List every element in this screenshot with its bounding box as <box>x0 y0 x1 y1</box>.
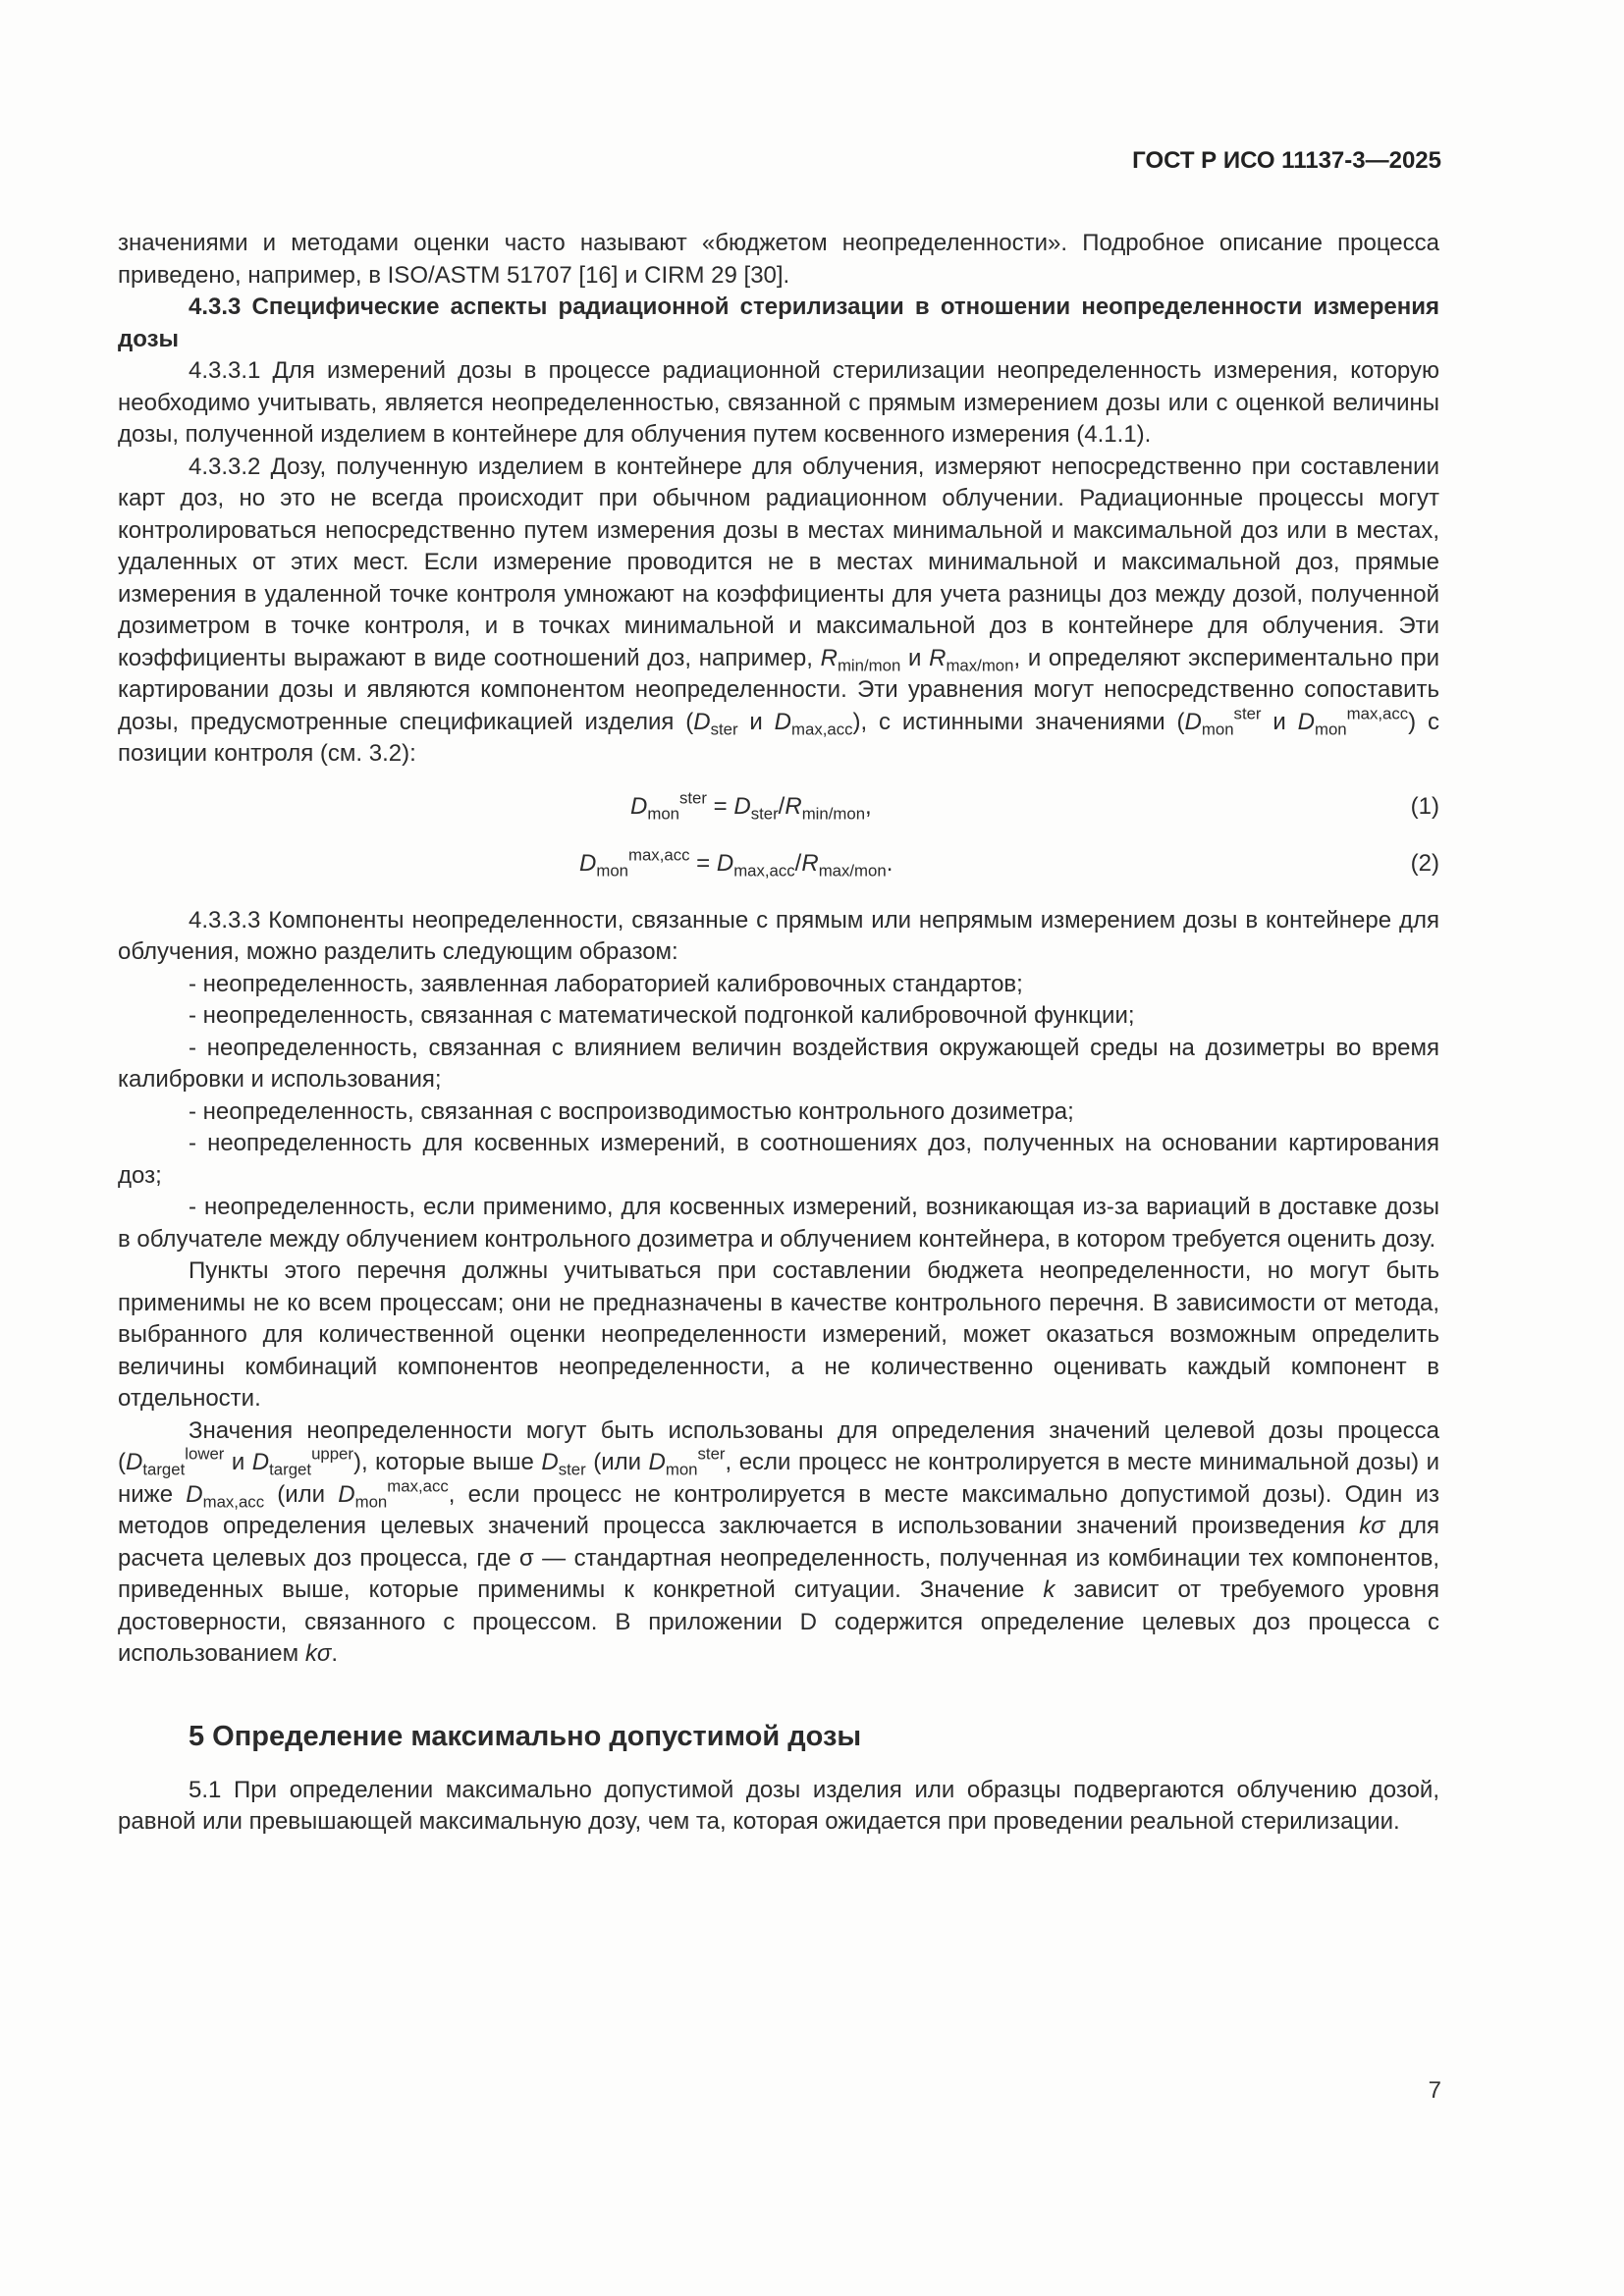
symbol-r: R <box>820 644 838 671</box>
text-run: , если процесс не контролируется в месте максимально допустимой дозы). Один из методов определения целевых значений процесса заключается в использовании значений произведения <box>118 1480 1439 1539</box>
subscript: max/mon <box>818 860 887 880</box>
superscript: lower <box>185 1444 225 1464</box>
list-item: - неопределенность, связанная с математической подгонкой калибровочной функции; <box>189 1002 1135 1029</box>
subscript: min/mon <box>801 803 866 823</box>
list-item: - неопределенность, если применимо, для косвенных измерений, возникающая из-за вариаций в доставке дозы в облучателе между облучением контрольного дозиметра и облучением контейнера, в котором требуется оценить дозу. <box>118 1194 1439 1253</box>
text-run: 4.3.3.2 Дозу, полученную изделием в контейнере для облучения, измеряют непосредственно при составлении карт доз, но это не всегда происходит при обычном радиационном облучении. Радиационные процессы могут контролироваться непосредственно путем измерения дозы в местах минимальной и максимальной доз или в местах, удаленных от этих мест. Если измерение проводится не в местах минимальной и максимальной доз, прямые измерения в удаленной точке контроля умножают на коэффициенты для учета разницы доз между дозой, полученной дозиметром в точке контроля, и в точках минимальной и максимальной доз в контейнере для облучения. Эти коэффициенты выражают в виде соотношений доз, например, <box>118 453 1439 671</box>
equation-1 <box>118 788 1439 823</box>
superscript: max,acc <box>387 1476 449 1496</box>
symbol-d: D <box>1297 708 1315 735</box>
symbol-r: R <box>785 792 802 820</box>
subscript: max/mon <box>946 655 1014 674</box>
symbol-d: D <box>251 1449 270 1475</box>
text-run: и <box>224 1449 252 1475</box>
intro-paragraph: значениями и методами оценки часто называют «бюджетом неопределенности». Подробное описание процесса приведено, например, в ISO/ASTM 51707 [16] и CIRM 29 [30]. <box>118 230 1439 289</box>
text-run: Значения неопределенности могут быть использованы для определения значений целевой дозы процесса ( <box>118 1416 1439 1475</box>
paragraph-4-3-3-2 <box>118 452 1439 771</box>
superscript: ster <box>697 1444 726 1464</box>
text-run: и <box>737 708 775 735</box>
subscript: ster <box>750 803 779 823</box>
spacer <box>118 880 1439 905</box>
equation-2 <box>118 845 1439 880</box>
symbol-r: R <box>801 849 819 877</box>
text-run: (или <box>585 1449 649 1475</box>
symbol-d: D <box>774 708 792 735</box>
section-4-3-3-heading: 4.3.3 Специфические аспекты радиационной стерилизации в отношении неопределенности измерения дозы <box>118 294 1439 352</box>
uncertainty-values-paragraph <box>118 1415 1439 1671</box>
symbol-k: k <box>1043 1576 1056 1603</box>
superscript: max,acc <box>628 845 690 865</box>
subscript: mon <box>596 860 628 880</box>
text-run: и <box>1261 708 1298 735</box>
slash: / <box>778 792 785 820</box>
subscript: max,acc <box>733 860 795 880</box>
text-run: ) с позиции контроля (см. 3.2): <box>118 708 1439 767</box>
text-run: для расчета целевых доз процесса, где σ — стандартная неопределенность, полученная из комбинации тех компонентов, приведенных выше, которые применимы к конкретной ситуации. Значение <box>118 1513 1440 1603</box>
paragraph-5-1: 5.1 При определении максимально допустимой дозы изделия или образцы подвергаются облучению дозой, равной или превышающей максимальную дозу, чем та, которая ожидается при проведении реальной стерилизации. <box>118 1776 1439 1835</box>
paragraph-4-3-3-1: 4.3.3.1 Для измерений дозы в процессе радиационной стерилизации неопределенность измерения, которую необходимо учитывать, является неопределенностью, связанной с прямым измерением дозы или с оценкой величины дозы, полученной изделием в контейнере для облучения путем косвенного измерения (4.1.1). <box>118 357 1439 448</box>
equation-2-number: (2) <box>1410 849 1439 877</box>
superscript: ster <box>1233 704 1262 723</box>
document-body <box>118 228 1439 1839</box>
symbol-d: D <box>579 849 597 877</box>
list-item: - неопределенность, заявленная лабораторией калибровочных стандартов; <box>189 970 1023 997</box>
equation-1-number: (1) <box>1410 792 1439 820</box>
symbol-d: D <box>648 1449 666 1475</box>
subscript: mon <box>1315 719 1347 738</box>
text-run: ), с истинными значениями ( <box>852 708 1185 735</box>
symbol-d: D <box>126 1449 143 1475</box>
symbol-d: D <box>630 792 648 820</box>
subscript: mon <box>665 1460 698 1479</box>
subscript: mon <box>354 1491 388 1511</box>
superscript: max,acc <box>1346 704 1409 723</box>
subscript: ster <box>710 719 738 738</box>
paragraph-4-3-3-3: 4.3.3.3 Компоненты неопределенности, связанные с прямым или непрямым измерением дозы в контейнере для облучения, можно разделить следующим образом: <box>118 906 1439 965</box>
symbol-r: R <box>929 644 947 671</box>
symbol-d: D <box>733 792 751 820</box>
symbol-d: D <box>186 1480 203 1508</box>
superscript: ster <box>679 788 707 808</box>
text-run: зависит от требуемого уровня достоверности, связанного с процессом. В приложении D содержится определение целевых доз процесса с использованием <box>118 1576 1440 1667</box>
symbol-d: D <box>693 708 711 735</box>
subscript: max,acc <box>202 1491 265 1511</box>
list-item: - неопределенность для косвенных измерений, в соотношениях доз, полученных на основании картирования доз; <box>118 1130 1439 1189</box>
subscript: target <box>142 1460 186 1479</box>
text-run: и <box>900 644 930 671</box>
slash: / <box>794 849 802 877</box>
superscript: upper <box>311 1444 353 1464</box>
page-number: 7 <box>1428 2077 1441 2104</box>
list-item: - неопределенность, связанная с влиянием величин воздействия окружающей среды на дозиметры во время калибровки и использования; <box>118 1034 1439 1093</box>
subscript: min/mon <box>837 655 901 674</box>
text-run: , и определяют экспериментально при картировании дозы и являются компонентом неопределенности. Эти уравнения могут непосредственно сопоставить дозы, предусмотренные спецификацией изделия ( <box>118 644 1439 735</box>
subscript: mon <box>647 803 679 823</box>
text-run: (или <box>264 1480 339 1508</box>
equals-sign: = <box>689 849 717 877</box>
equation-1-expression <box>630 788 872 824</box>
equation-end: . <box>886 849 893 877</box>
text-run: ), которые выше <box>352 1449 542 1475</box>
symbol-d: D <box>541 1449 559 1475</box>
text-run: , если процесс не контролируется в месте минимальной дозы) и ниже <box>118 1449 1439 1508</box>
subscript: ster <box>558 1460 586 1479</box>
text-run: . <box>331 1640 338 1667</box>
section-5-title: 5 Определение максимально допустимой дозы <box>189 1720 862 1752</box>
symbol-ksigma: kσ <box>304 1640 332 1667</box>
subscript: max,acc <box>791 719 853 738</box>
equation-end: , <box>865 792 872 820</box>
list-item: - неопределенность, связанная с воспроизводимостью контрольного дозиметра; <box>189 1097 1074 1125</box>
list-note-paragraph: Пункты этого перечня должны учитываться при составлении бюджета неопределенности, но могут быть применимы не ко всем процессам; они не предназначены в качестве контрольного перечня. В зависимости от метода, выбранного для количественной оценки неопределенности измерений, может оказаться возможным определить величины комбинаций компонентов неопределенности, а не количественно оценивать каждый компонент в отдельности. <box>118 1257 1439 1412</box>
symbol-d: D <box>716 849 734 877</box>
equation-2-expression <box>579 845 893 881</box>
subscript: mon <box>1201 719 1234 738</box>
equals-sign: = <box>706 792 734 820</box>
symbol-d: D <box>1184 708 1202 735</box>
subscript: target <box>269 1460 312 1479</box>
document-code-header: ГОСТ Р ИСО 11137-3—2025 <box>1132 147 1441 174</box>
symbol-d: D <box>338 1480 355 1508</box>
symbol-ksigma: kσ <box>1359 1513 1385 1539</box>
